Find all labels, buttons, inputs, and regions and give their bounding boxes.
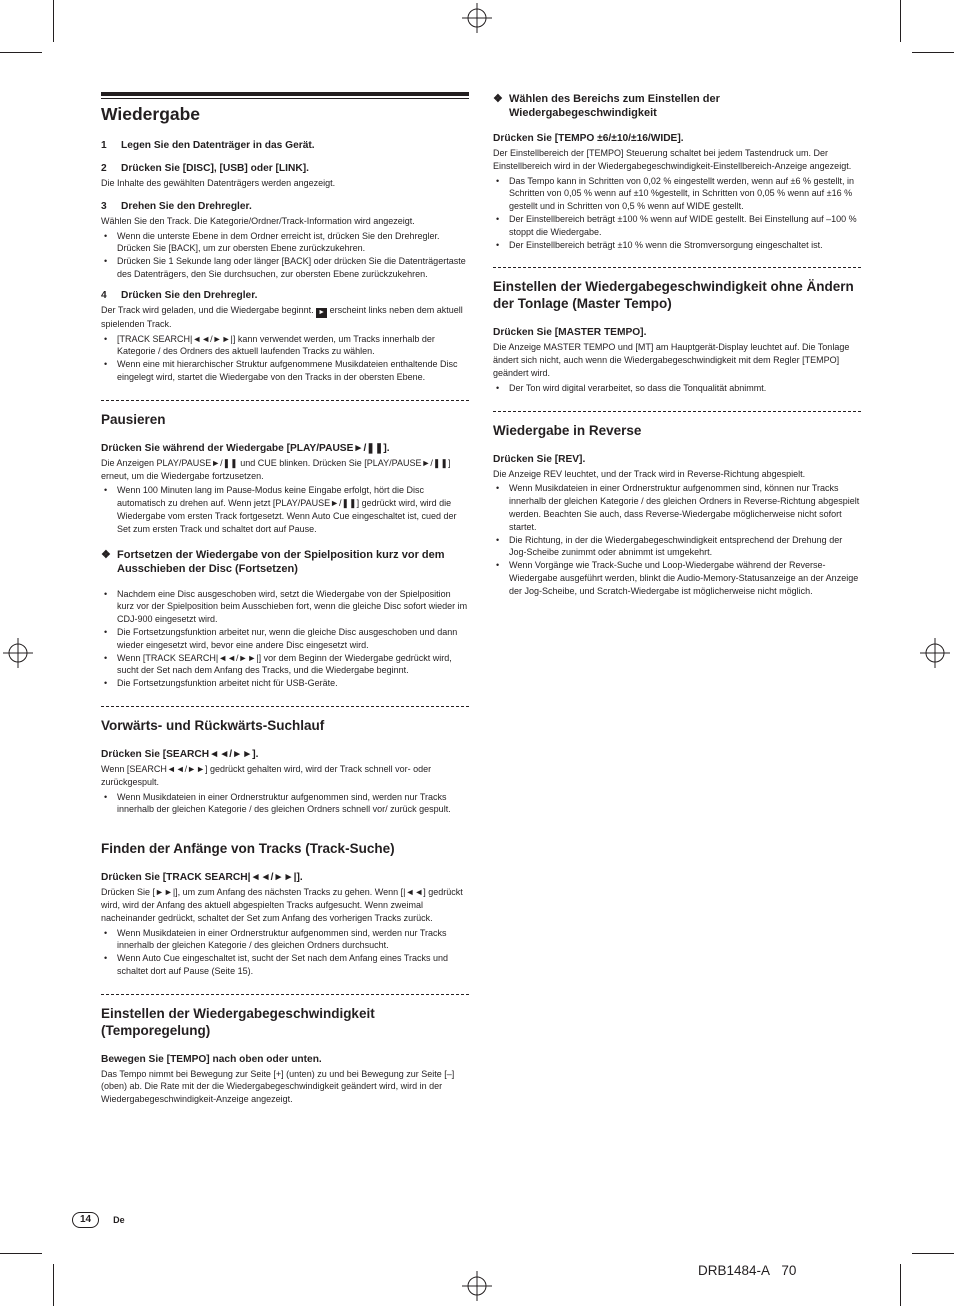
crop-mark	[912, 1253, 954, 1254]
step-3: 3 Drehen Sie den Drehregler.	[101, 200, 252, 212]
registration-mark-icon	[3, 638, 33, 668]
crop-mark	[0, 52, 42, 53]
step-desc: Der Track wird geladen, und die Wiedergabe beginnt. ► erscheint links neben dem aktuell spielenden Track.	[101, 304, 463, 329]
bullet-list	[101, 791, 469, 817]
right-column	[493, 92, 861, 598]
title-rule	[101, 98, 469, 99]
play-icon: ►	[316, 308, 327, 318]
bullet-list	[493, 175, 861, 252]
left-column	[101, 92, 469, 1108]
section-heading-pause: Pausieren	[101, 411, 166, 427]
step-4: 4 Drücken Sie den Drehregler.	[101, 289, 258, 301]
list-item: • Wenn Musikdateien in einer Ordnerstruktur aufgenommen sind, werden nur Tracks innerhalb der gleichen Kategorie / des gleichen Ordners schnell vor/ zurück gespult.	[101, 791, 469, 817]
section-heading-tempo: Einstellen der Wiedergabegeschwindigkeit (Temporegelung)	[101, 1005, 375, 1038]
subsection-heading-resume: ❖ Fortsetzen der Wiedergabe von der Spielposition kurz vor dem Ausschieben der Disc (Fortsetzen)	[101, 548, 445, 575]
bullet-list	[101, 333, 469, 384]
list-item: • Wenn die unterste Ebene in dem Ordner erreicht ist, drücken Sie den Drehregler. Drücken Sie [BACK], um zur obersten Ebene zurückzukehren.	[101, 230, 469, 256]
list-item: • Wenn Musikdateien in einer Ordnerstruktur aufgenommen sind, können nur Tracks innerhalb der gleichen Kategorie / des gleichen Ordners in Reverse-Richtung abgespielt werden. Beachten Sie auch, dass Reverse-Wiedergabe möglicherweise nicht sofort startet.	[493, 482, 861, 533]
description: Das Tempo nimmt bei Bewegung zur Seite [+] (unten) zu und bei Bewegung zur Seite [–] (oben) ab. Die Rate mit der die Wiedergabegeschwindigkeit geändert wird, wird in der Wiedergabegeschwindigkeit-Anzeige angezeigt.	[101, 1068, 455, 1105]
instruction: Drücken Sie [TRACK SEARCH|◄◄/►►|].	[101, 872, 303, 884]
list-item: • Wenn [TRACK SEARCH|◄◄/►►|] vor dem Beginn der Wiedergabe gedrückt wird, sucht der Set nach dem Anfang des Tracks, und die Wiedergabe beginnt.	[101, 652, 469, 678]
description: Die Anzeige MASTER TEMPO und [MT] am Hauptgerät-Display leuchtet auf. Die Tonlage ändert sich nicht, auch wenn die Wiedergabegeschwindigkeit mit dem Regler [TEMPO] geändert wird.	[493, 342, 850, 378]
bullet-list	[101, 927, 469, 978]
section-divider	[101, 706, 469, 707]
list-item: • Drücken Sie 1 Sekunde lang oder länger [BACK] oder drücken Sie die Datenträgertaste des Datenträgers, den Sie durchsuchen, zur obersten Ebene zurückzukehren.	[101, 255, 469, 281]
crop-mark	[53, 0, 54, 42]
crop-mark	[912, 52, 954, 53]
bullet-list	[101, 230, 469, 281]
crop-mark	[900, 1264, 901, 1306]
registration-mark-icon	[920, 638, 950, 668]
list-item: • Der Ton wird digital verarbeitet, so dass die Tonqualität abnimmt.	[493, 382, 861, 395]
list-item: • Nachdem eine Disc ausgeschoben wird, setzt die Wiedergabe von der Spielposition kurz vor der Spielposition beim Ausschieben fort, wenn die gleiche Disc sofort wieder im CDJ-900 eingesetzt wird.	[101, 588, 469, 626]
instruction: Drücken Sie während der Wiedergabe [PLAY/PAUSE►/❚❚].	[101, 442, 390, 454]
page-number: 14	[72, 1212, 99, 1228]
section-divider	[493, 411, 861, 412]
section-divider	[101, 400, 469, 401]
description: Drücken Sie [►►|], um zum Anfang des nächsten Tracks zu gehen. Wenn [|◄◄] gedrückt wird, wird der Anfang des aktuell abgespielten Tracks aufgesucht. Wenn zweimal nacheinander gedrückt, schaltet der Set zum Anfang des vorherigen Tracks zurück.	[101, 887, 463, 923]
crop-mark	[53, 1264, 54, 1306]
section-heading-search: Vorwärts- und Rückwärts-Suchlauf	[101, 717, 325, 733]
bullet-list	[493, 482, 861, 597]
list-item: • Wenn Musikdateien in einer Ordnerstruktur aufgenommen sind, werden nur Tracks innerhalb der gleichen Kategorie / des gleichen Ordners durchsucht.	[101, 927, 469, 953]
step-desc: Die Inhalte des gewählten Datenträgers werden angezeigt.	[101, 178, 336, 188]
instruction: Drücken Sie [MASTER TEMPO].	[493, 327, 647, 339]
description: Die Anzeige REV leuchtet, und der Track wird in Reverse-Richtung abgespielt.	[493, 468, 806, 479]
section-heading-master-tempo: Einstellen der Wiedergabegeschwindigkeit ohne Ändern der Tonlage (Master Tempo)	[493, 279, 854, 312]
list-item: • Der Einstellbereich beträgt ±100 % wenn auf WIDE gestellt. Bei Einstellung auf –100 % stoppt die Wiedergabe.	[493, 213, 861, 239]
registration-mark-icon	[462, 1271, 492, 1301]
instruction: Bewegen Sie [TEMPO] nach oben oder unten.	[101, 1053, 322, 1065]
section-heading-track-search: Finden der Anfänge von Tracks (Track-Suche)	[101, 841, 395, 857]
bullet-list	[101, 484, 469, 535]
section-divider	[493, 267, 861, 268]
registration-mark-icon	[462, 3, 492, 33]
language-code: De	[113, 1215, 125, 1225]
diamond-icon: ❖	[101, 548, 111, 561]
crop-mark	[900, 0, 901, 42]
description: Wenn [SEARCH◄◄/►►] gedrückt gehalten wird, wird der Track schnell vor- oder zurückgespult.	[101, 763, 432, 787]
list-item: • Der Einstellbereich beträgt ±10 % wenn die Stromversorgung eingeschaltet ist.	[493, 239, 861, 252]
instruction: Drücken Sie [TEMPO ±6/±10/±16/WIDE].	[493, 133, 684, 144]
bullet-list	[101, 588, 469, 690]
document-number: DRB1484-A 70	[698, 1263, 797, 1278]
description: Der Einstellbereich der [TEMPO] Steuerung schaltet bei jedem Tastendruck um. Der Einstellbereich wird in der Wiedergabegeschwindigkeit-Einstellbereich-Anzeige angezeigt.	[493, 148, 852, 171]
page-title: Wiedergabe	[101, 104, 201, 124]
page-footer	[72, 1212, 125, 1228]
section-heading-reverse: Wiedergabe in Reverse	[493, 422, 642, 438]
list-item: • Das Tempo kann in Schritten von 0,02 % eingestellt werden, wenn auf ±6 % gestellt, in Schritten von 0,05 % wenn auf ±10 %gestellt, in Schritten von 0,05 % wenn auf ±16 % gestellt und in Schritten von 0,5 % wenn auf WIDE gestellt.	[493, 175, 861, 213]
title-rule	[101, 92, 469, 96]
bullet-list	[493, 382, 861, 395]
list-item: • Wenn Auto Cue eingeschaltet ist, sucht der Set nach dem Anfang eines Tracks und schaltet dort auf Pause (Seite 15).	[101, 952, 469, 978]
diamond-icon: ❖	[493, 93, 503, 105]
step-2: 2 Drücken Sie [DISC], [USB] oder [LINK].	[101, 163, 309, 174]
crop-mark	[0, 1253, 42, 1254]
section-divider	[101, 994, 469, 995]
description: Die Anzeigen PLAY/PAUSE►/❚❚ und CUE blinken. Drücken Sie [PLAY/PAUSE►/❚❚] erneut, um die Wiedergabe fortzusetzen.	[101, 457, 451, 481]
subsection-heading-tempo-range: ❖ Wählen des Bereichs zum Einstellen der Wiedergabegeschwindigkeit	[493, 93, 720, 119]
instruction: Drücken Sie [SEARCH◄◄/►►].	[101, 748, 259, 760]
list-item: • [TRACK SEARCH|◄◄/►►|] kann verwendet werden, um Tracks innerhalb der Kategorie / des Ordners des aktuell laufenden Tracks zu wählen.	[101, 333, 469, 359]
list-item: • Wenn Vorgänge wie Track-Suche und Loop-Wiedergabe während der Reverse-Wiedergabe ausgeführt werden, blinkt die Audio-Memory-Statusanzeige an der Anzeige der Jog-Scheibe, und Scratch-Wiedergabe ist möglicherweise nicht möglich.	[493, 559, 861, 597]
list-item: • Wenn eine mit hierarchischer Struktur aufgenommene Musikdateien enthaltende Disc eingelegt wird, startet die Wiedergabe von den Tracks in der obersten Ebene.	[101, 358, 469, 384]
instruction: Drücken Sie [REV].	[493, 453, 586, 465]
step-1: 1 Legen Sie den Datenträger in das Gerät.	[101, 140, 315, 151]
list-item: • Die Fortsetzungsfunktion arbeitet nur, wenn die gleiche Disc ausgeschoben und dann wieder eingesetzt wird, bevor eine andere Disc eingesetzt wird.	[101, 626, 469, 652]
list-item: • Wenn 100 Minuten lang im Pause-Modus keine Eingabe erfolgt, hört die Disc automatisch zu drehen auf. Wenn jetzt [PLAY/PAUSE►/❚❚] gedrückt wird, wird die Wiedergabe vom ersten Track fortgesetzt. Wenn Auto Cue eingeschaltet ist, cued der Set zum ersten Track und schaltet dort auf Pause.	[101, 484, 469, 535]
list-item: • Die Fortsetzungsfunktion arbeitet nicht für USB-Geräte.	[101, 677, 469, 690]
list-item: • Die Richtung, in der die Wiedergabegeschwindigkeit entsprechend der Drehung der Jog-Scheibe zunimmt oder abnimmt ist umgekehrt.	[493, 534, 861, 560]
step-desc: Wählen Sie den Track. Die Kategorie/Ordner/Track-Information wird angezeigt.	[101, 215, 415, 226]
